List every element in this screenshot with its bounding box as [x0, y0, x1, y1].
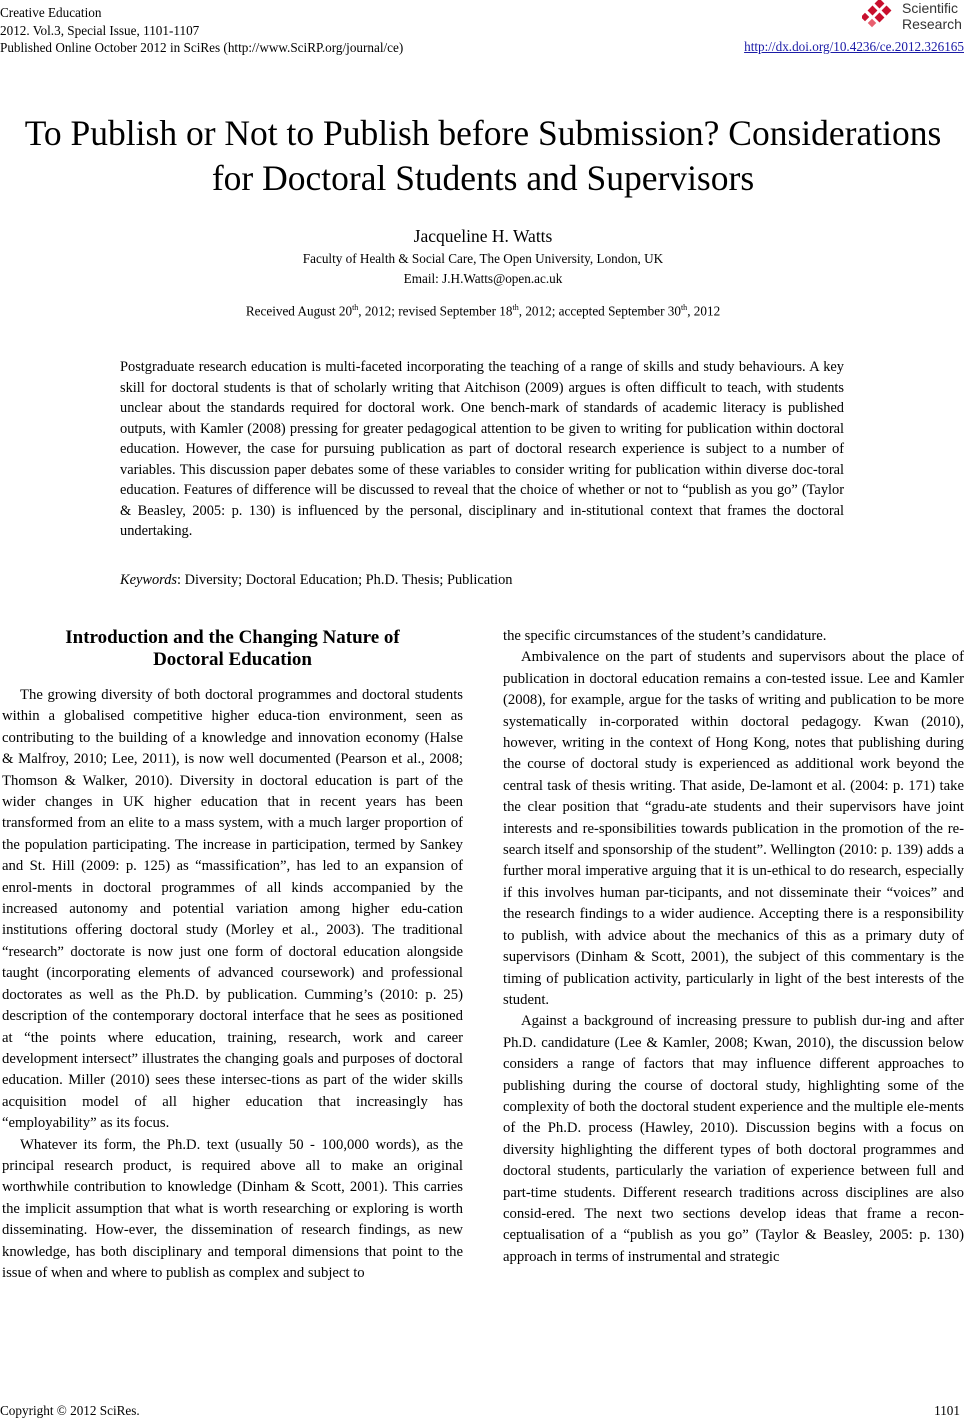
page-number: 1101 — [934, 1403, 960, 1418]
abstract: Postgraduate research education is multi-faceted incorporating the teaching of a range of skills and study behaviours. A key skill for doctoral students is that of scholarly writing that Aitchison (2009) argues is often difficult to teach, with students unclear about the standards required for doctoral work. One bench-mark of standards of academic literacy is published outputs, with Kamler (2008) pressing for greater pedagogical attention to be given to writing for publication within doctoral education. However, the case for pursuing publication as part of doctoral research experience is subject to a number of variables. This discussion paper debates some of these variables to consider writing for publication within diverse doc-toral education. Features of difference will be discussed to reveal that the choice of whether or not to “publish as you go” (Taylor & Beasley, 2005: p. 130) is influenced by the personal, disciplinary and in-stitutional context that frames the doctoral undertaking. — [120, 359, 844, 539]
keywords-text: : Diversity; Doctoral Education; Ph.D. Thesis; Publication — [177, 572, 513, 588]
scientific-research-logo — [862, 0, 966, 38]
paragraph: Against a background of increasing pressure to publish dur-ing and after Ph.D. candidature (Lee & Kamler, 2008; Kwan, 2010), the discussion below considers a range of factors that may influence different approaches to publishing during the course of doctoral study, highlighting some of the complexity of both the doctoral student experience and the multiple ele-ments of the Ph.D. process (Hawley, 2010). Discussion begins with a focus on diversity highlighting the different types of both doctoral programmes and doctoral students, particularly the variation of experience between full and part-time students. Different research traditions across disciplines are also consid-ered. The next two sections develop ideas that frame a recon-ceptualisation of a “publish as you go” (Taylor & Beasley, 2005: p. 130) approach in terms of instrumental and strategic — [503, 1013, 964, 1265]
journal-header — [0, 4, 403, 57]
copyright: Copyright © 2012 SciRes. — [0, 1403, 140, 1418]
paragraph: Whatever its form, the Ph.D. text (usually 50 - 100,000 words), as the principal research product, is required above all to make an original worthwhile contribution to knowledge (Dinham & Scott, 2001). This carries the implicit assumption that what is worth researching or exploring is worth disseminating. How-ever, the dissemination of research findings, as new knowledge, has both disciplinary and temporal dimensions that point to the issue of when and where to publish as complex and subject to — [2, 1136, 463, 1281]
doi-link[interactable]: http://dx.doi.org/10.4236/ce.2012.326165 — [744, 39, 964, 54]
left-column — [2, 685, 463, 1284]
author-email: Email: J.H.Watts@open.ac.uk — [403, 271, 563, 286]
keywords — [120, 572, 513, 589]
paper-title: To Publish or Not to Publish before Submission? Considerations for Doctoral Students and Supervisors — [24, 113, 942, 198]
right-column — [503, 626, 964, 1268]
logo-text: Scientific Research — [902, 0, 962, 32]
paragraph: The growing diversity of both doctoral programmes and doctoral students within a globalised competitive higher educa-tion environment, seen as contributing to the building of a knowledge and innovation economy (Halse & Malfroy, 2010; Lee, 2011), is now well documented (Pearson et al., 2008; Thomson & Walker, 2010). Diversity in doctoral education is part of the wider changes in UK higher education that in recent years has been transformed from an elite to a mass system, with a much larger proportion of the population participating. The increase in participation, termed by Sankey and St. Hill (2009: p. 125) as “massification”, has led to an expansion of enrol-ments in doctoral programmes of all kinds accompanied by the increased autonomy and potential variation among higher edu-cation institutions offering doctoral study (Morley et al., 2003). The traditional “research” doctorate is now just one form of doctoral education alongside taught (incorporating elements of advanced coursework) and professional doctorates as well as the Ph.D. by publication. Cumming’s (2010: p. 25) description of the contemporary doctoral interface that he sees as positioned at “the points where education, training, research, work and career development intersect” illustrates the changing goals and purposes of doctoral education. Miller (2010) sees these intersec-tions as part of the wider skills acquisition model of all higher education that increasingly has “employability” as its focus. — [2, 687, 463, 1132]
author-name: Jacqueline H. Watts — [413, 226, 553, 246]
journal-issue: 2012. Vol.3, Special Issue, 1101-1107 — [0, 22, 200, 38]
paragraph-continuation: the specific circumstances of the student’s candidature. — [503, 628, 827, 644]
section-heading: Introduction and the Changing Nature of Doctoral Education — [65, 627, 400, 670]
journal-name: Creative Education — [0, 5, 102, 20]
author-affiliation: Faculty of Health & Social Care, The Open University, London, UK Email: J.H.Watts@open.ac.uk — [0, 249, 966, 289]
publication-info: Published Online October 2012 in SciRes (http://www.SciRP.org/journal/ce) — [0, 40, 404, 55]
received-dates: Received August 20th, 2012; revised September 18th, 2012; accepted September 30th, 2012 — [245, 303, 721, 319]
keywords-label: Keywords — [120, 572, 178, 588]
paragraph: Ambivalence on the part of students and supervisors about the place of publication in doctoral education remains a con-tested issue. Lee and Kamler (2008), for example, argue for the tasks of writing and publication to be more systematically in-corporated within doctoral pedagogy. Kwan (2010), however, writing in the context of Hong Kong, notes that publishing during the course of doctoral study is experienced as additional work beyond the central task of thesis writing. That aside, De-lamont et al. (2004: p. 171) take the clear position that “gradu-ate students and their supervisors have joint interests and re-sponsibilities towards publication in the promotion of the re-search itself and sponsorship of the student”. Wellington (2010: p. 139) adds a further moral imperative arguing that it is un-ethical to do research, especially if this involves human par-ticipants, and not disseminate their “voices” and the research findings to a wider audience. Accepting there is a responsibility to publish, with advice about the mechanics of this as a primary duty of supervisors (Dinham & Scott, 2001), the subject of this commentary is the timing of publication activity, particularly in light of the best interests of the student. — [503, 649, 964, 1008]
logo-diamond-icon — [862, 0, 898, 30]
